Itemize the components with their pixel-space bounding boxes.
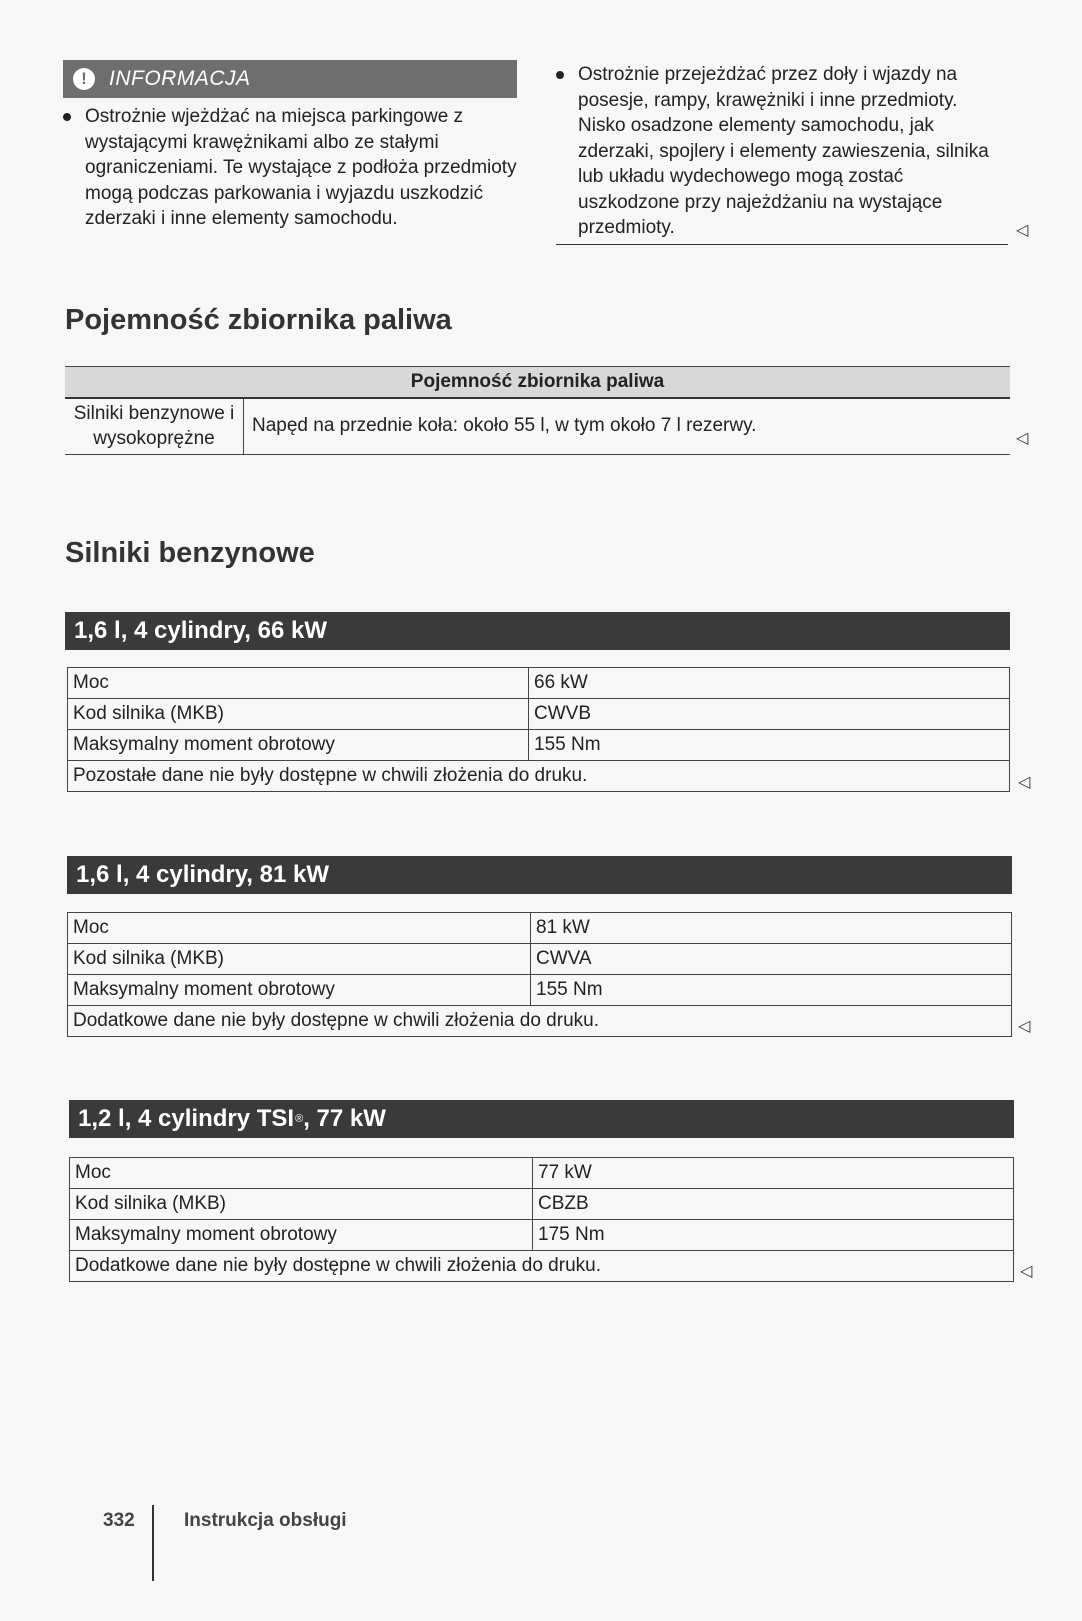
bullet-icon bbox=[63, 113, 71, 121]
table-note-row: Pozostałe dane nie były dostępne w chwili złożenia do druku. bbox=[68, 761, 1010, 792]
exclamation-icon: ! bbox=[73, 68, 95, 90]
info-bullet-2: Ostrożnie przejeżdżać przez doły i wjazdy na posesje, rampy, krawężniki i inne przedmioty. Nisko osadzone elementy samochodu, jak zderzaki, spojlery i elementy zawieszenia, silnika lub układu wydechowego mogą zostać uszkodzone przy najeżdżaniu na wystające przedmioty. bbox=[556, 62, 1006, 241]
footer bbox=[103, 1510, 135, 1532]
table-row: Kod silnika (MKB) CWVA bbox=[68, 944, 1012, 975]
section-end-icon: ◁ bbox=[1018, 774, 1031, 791]
info-box-header bbox=[63, 60, 517, 98]
table-row: Maksymalny moment obrotowy 155 Nm bbox=[68, 730, 1010, 761]
table-row: Maksymalny moment obrotowy 155 Nm bbox=[68, 975, 1012, 1006]
table-note-row: Dodatkowe dane nie były dostępne w chwili złożenia do druku. bbox=[68, 1006, 1012, 1037]
section-end-icon: ◁ bbox=[1016, 222, 1029, 239]
divider bbox=[556, 244, 1008, 245]
fuel-table-row bbox=[65, 398, 1010, 455]
table-note-row: Dodatkowe dane nie były dostępne w chwili złożenia do druku. bbox=[70, 1251, 1014, 1282]
footer-title: Instrukcja obsługi bbox=[184, 1510, 347, 1531]
info-box-title: INFORMACJA bbox=[109, 67, 251, 90]
table-row: Kod silnika (MKB) CBZB bbox=[70, 1189, 1014, 1220]
footer-divider bbox=[152, 1505, 154, 1581]
table-row: Moc 81 kW bbox=[68, 913, 1012, 944]
bullet-icon bbox=[556, 71, 564, 79]
fuel-row-value: Napęd na przednie koła: około 55 l, w tym około 7 l rezerwy. bbox=[252, 415, 757, 436]
section-end-icon: ◁ bbox=[1020, 1263, 1033, 1280]
info-bullet-1: Ostrożnie wjeżdżać na miejsca parkingowe z wystającymi krawężnikami albo ze stałymi ograniczeniami. Te wystające z podłoża przedmioty mogą podczas parkowania i wyjazdu uszkodzić zderzaki i inne elementy samochodu. bbox=[63, 104, 523, 232]
engine-title: 1,2 l, 4 cylindry TSI ® , 77 kW bbox=[69, 1100, 1014, 1138]
fuel-table-header: Pojemność zbiornika paliwa bbox=[65, 366, 1010, 399]
table-row: Maksymalny moment obrotowy 175 Nm bbox=[70, 1220, 1014, 1251]
engine-spec-table bbox=[67, 912, 1012, 1037]
fuel-section-heading: Pojemność zbiornika paliwa bbox=[65, 304, 452, 336]
page-number: 332 bbox=[103, 1510, 135, 1531]
engine-spec-table bbox=[69, 1157, 1014, 1282]
section-end-icon: ◁ bbox=[1016, 430, 1029, 447]
petrol-section-heading: Silniki benzynowe bbox=[65, 537, 315, 569]
engine-title: 1,6 l, 4 cylindry, 81 kW bbox=[67, 856, 1012, 894]
table-row: Kod silnika (MKB) CWVB bbox=[68, 699, 1010, 730]
table-row: Moc 77 kW bbox=[70, 1158, 1014, 1189]
engine-title: 1,6 l, 4 cylindry, 66 kW bbox=[65, 612, 1010, 650]
section-end-icon: ◁ bbox=[1018, 1018, 1031, 1035]
fuel-row-label: Silniki benzynowe i wysokoprężne bbox=[65, 398, 244, 454]
table-row: Moc 66 kW bbox=[68, 668, 1010, 699]
engine-spec-table bbox=[67, 667, 1010, 792]
